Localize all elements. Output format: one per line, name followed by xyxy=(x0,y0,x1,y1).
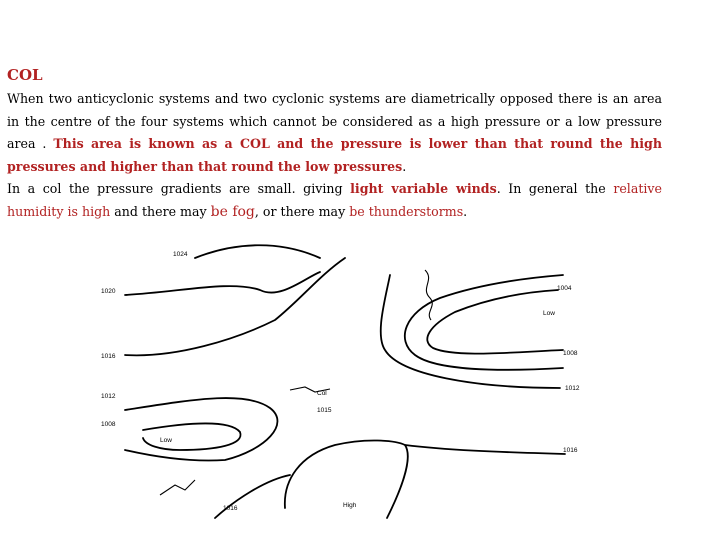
definition-end: . xyxy=(402,158,407,174)
isobar-map xyxy=(95,240,615,520)
isobar-1024 xyxy=(195,245,320,258)
body-text xyxy=(7,88,662,223)
weather-text-3: and there may xyxy=(110,203,211,219)
label-1012-right: 1012 xyxy=(565,385,580,392)
weather-text-2: . In general the xyxy=(496,181,614,196)
isobar-1008-left xyxy=(143,424,241,451)
highlight-thunderstorms: be thunderstorms xyxy=(349,203,464,219)
label-low-left: Low xyxy=(160,437,172,444)
weather-text-1: In a col the pressure gradients are small. giving xyxy=(7,181,351,196)
weather-text-5: . xyxy=(463,203,468,219)
label-1012-left: 1012 xyxy=(101,393,116,400)
isobar-1016-left xyxy=(125,258,345,355)
definition-text: When two anticyclonic systems and two cyclonic systems are diametrically opposed there is an area in the centre of the four systems which cannot be considered as a high pressure or a low pressure area . xyxy=(7,91,662,151)
label-1008-left: 1008 xyxy=(101,421,116,428)
label-1008-right: 1008 xyxy=(563,350,578,357)
definition-highlight: This area is known as a COL and the pressure is lower than that round the high pressures and higher than that round the low pressures xyxy=(7,136,663,174)
isobar-1020 xyxy=(125,272,320,295)
front-squiggle-left xyxy=(160,480,195,495)
isobar-1008-right xyxy=(405,275,563,370)
label-col: Col xyxy=(317,390,327,397)
label-1016-left: 1016 xyxy=(101,353,116,360)
highlight-light-winds: light variable winds xyxy=(350,181,497,196)
isobar-1016-right xyxy=(405,445,565,454)
label-1020: 1020 xyxy=(101,288,116,295)
label-1016-bottom: 1016 xyxy=(223,505,238,512)
label-high-bottom: High xyxy=(343,502,357,509)
front-squiggle-top xyxy=(425,270,432,320)
highlight-fog: be fog xyxy=(210,203,255,220)
label-col-value: 1015 xyxy=(317,407,332,414)
weather-text-4: , or there may xyxy=(254,203,350,219)
highlight-humidity: relative humidity is high xyxy=(7,181,662,219)
slide-title: COL xyxy=(7,66,43,84)
isobar-1004-right xyxy=(427,290,563,354)
label-low-right: Low xyxy=(543,310,555,317)
label-1016-right: 1016 xyxy=(563,447,578,454)
label-1024: 1024 xyxy=(173,251,188,258)
paragraph-weather xyxy=(7,178,662,223)
paragraph-definition xyxy=(7,88,662,178)
label-1004-right: 1004 xyxy=(557,285,572,292)
